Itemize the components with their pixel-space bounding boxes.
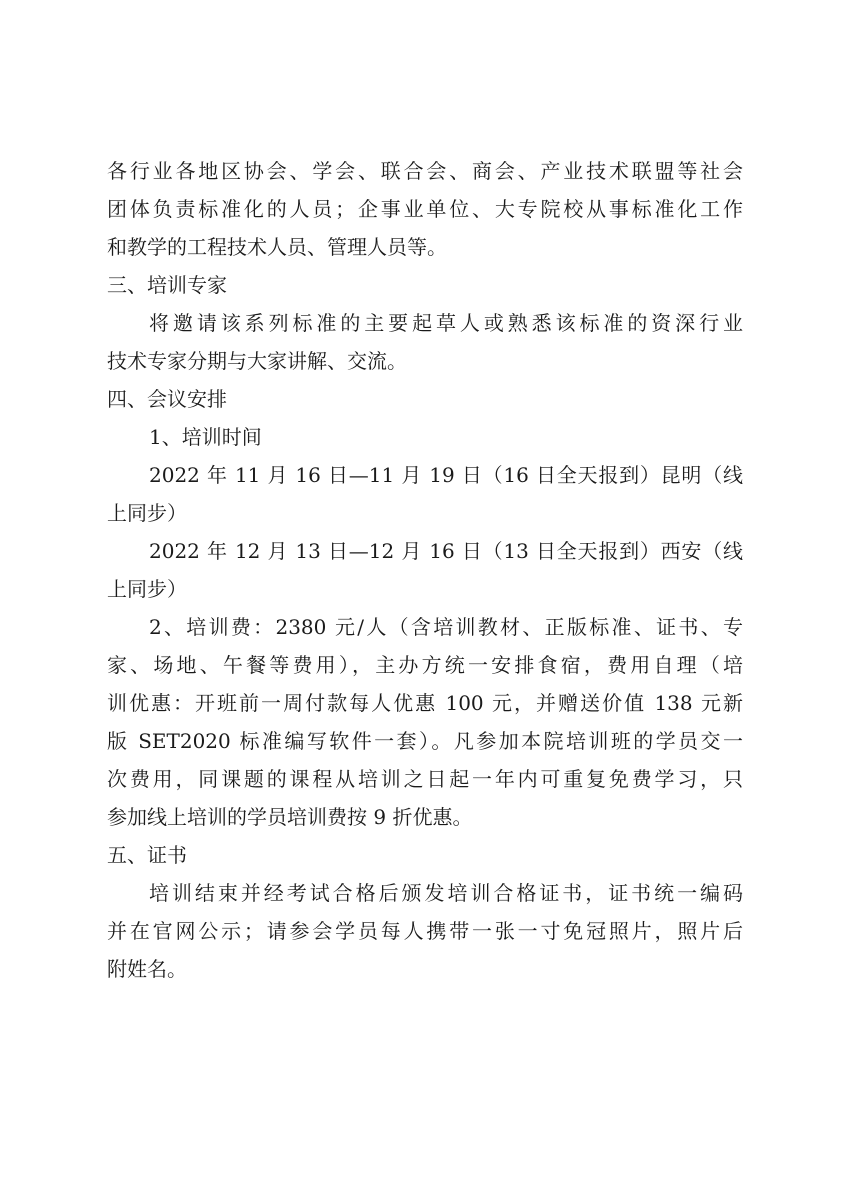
fee-line: 参加线上培训的学员培训费按 9 折优惠。 <box>107 805 473 829</box>
schedule-line-kunming: 2022 年 11 月 16 日—11 月 19 日（16 日全天报到）昆明（线 <box>149 463 743 487</box>
fee-line: 2、培训费：2380 元/人（含培训教材、正版标准、证书、专 <box>149 615 743 639</box>
section-heading-certificate: 五、证书 <box>107 843 187 867</box>
paragraph-line: 和教学的工程技术人员、管理人员等。 <box>107 235 447 259</box>
certificate-line: 附姓名。 <box>107 957 187 981</box>
document-body <box>107 152 743 988</box>
subheading-training-time: 1、培训时间 <box>149 425 262 449</box>
schedule-line-xian-cont: 上同步） <box>107 577 187 601</box>
certificate-line: 培训结束并经考试合格后颁发培训合格证书，证书统一编码 <box>149 881 743 905</box>
paragraph-line: 技术专家分期与大家讲解、交流。 <box>107 349 407 373</box>
fee-line: 次费用，同课题的课程从培训之日起一年内可重复免费学习，只 <box>107 767 743 791</box>
schedule-line-kunming-cont: 上同步） <box>107 501 187 525</box>
fee-line: 训优惠：开班前一周付款每人优惠 100 元，并赠送价值 138 元新 <box>107 691 743 715</box>
schedule-line-xian: 2022 年 12 月 13 日—12 月 16 日（13 日全天报到）西安（线 <box>149 539 743 563</box>
fee-line: 家、场地、午餐等费用），主办方统一安排食宿，费用自理（培 <box>107 653 743 677</box>
fee-line: 版 SET2020 标准编写软件一套）。凡参加本院培训班的学员交一 <box>107 729 743 753</box>
section-heading-experts: 三、培训专家 <box>107 273 227 297</box>
paragraph-line: 将邀请该系列标准的主要起草人或熟悉该标准的资深行业 <box>149 311 743 335</box>
paragraph-line: 各行业各地区协会、学会、联合会、商会、产业技术联盟等社会 <box>107 159 743 183</box>
section-heading-schedule: 四、会议安排 <box>107 387 227 411</box>
paragraph-line: 团体负责标准化的人员；企事业单位、大专院校从事标准化工作 <box>107 197 743 221</box>
certificate-line: 并在官网公示；请参会学员每人携带一张一寸免冠照片，照片后 <box>107 919 743 943</box>
